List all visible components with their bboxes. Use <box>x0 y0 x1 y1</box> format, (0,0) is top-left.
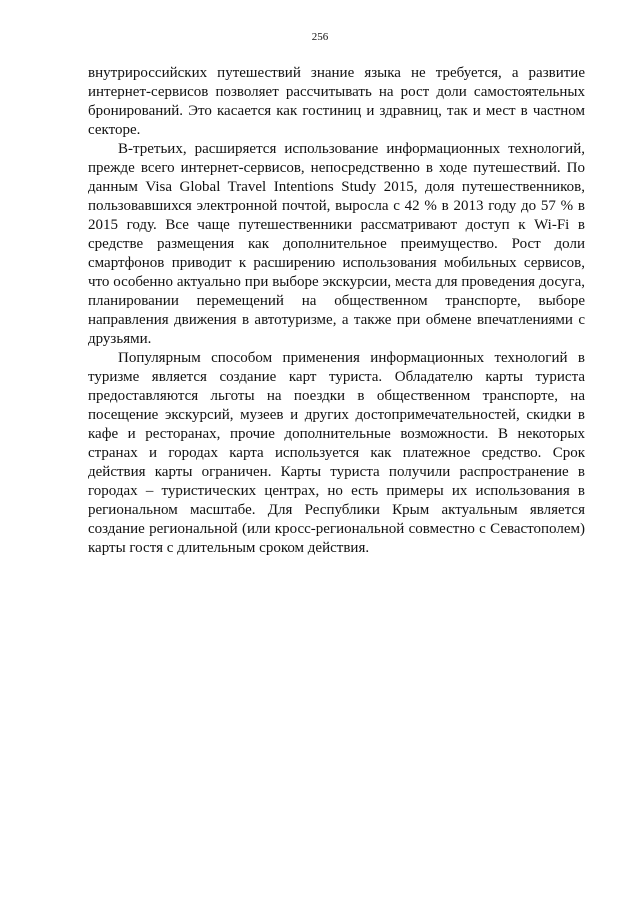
page-number: 256 <box>311 31 329 43</box>
body-text <box>88 64 585 558</box>
paragraph-continuation: внутрироссийских путешествий знание языка не требуется, а развитие интернет-сервисов позволяет рассчитывать на рост доли самостоятельных бронирований. Это касается как гостиниц и здравниц, так и мест в частном секторе. <box>88 65 585 138</box>
paragraph-tourist-cards: Популярным способом применения информационных технологий в туризме является создание карт туриста. Обладателю карты туриста предоставляются льготы на поездки в общественном транспорте, на посещение экскурсий, музеев и других достопримечательностей, скидки в кафе и ресторанах, прочие дополнительные возможности. В некоторых странах и городах карта используется как платежное средство. Срок действия карты ограничен. Карты туриста получили распространение в городах – туристических центрах, но есть примеры их использования в региональном масштабе. Для Республики Крым актуальным является создание региональной (или кросс-региональной совместно с Севастополем) карты гостя с длительным сроком действия. <box>88 350 585 556</box>
paragraph-it-technologies: В-третьих, расширяется использование информационных технологий, прежде всего интернет-сервисов, непосредственно в ходе путешествий. По данным Visa Global Travel Intentions Study 2015, доля путешественников, пользовавшихся электронной почтой, выросла с 42 % в 2013 году до 57 % в 2015 году. Все чаще путешественники рассматривают доступ к Wi-Fi в средстве размещения как дополнительное преимущество. Рост доли смартфонов приводит к расширению использования мобильных сервисов, что особенно актуально при выборе экскурсии, места для проведения досуга, планировании перемещений на общественном транспорте, выборе направления движения в автотуризме, а также при обмене впечатлениями с друзьями. <box>88 141 585 347</box>
